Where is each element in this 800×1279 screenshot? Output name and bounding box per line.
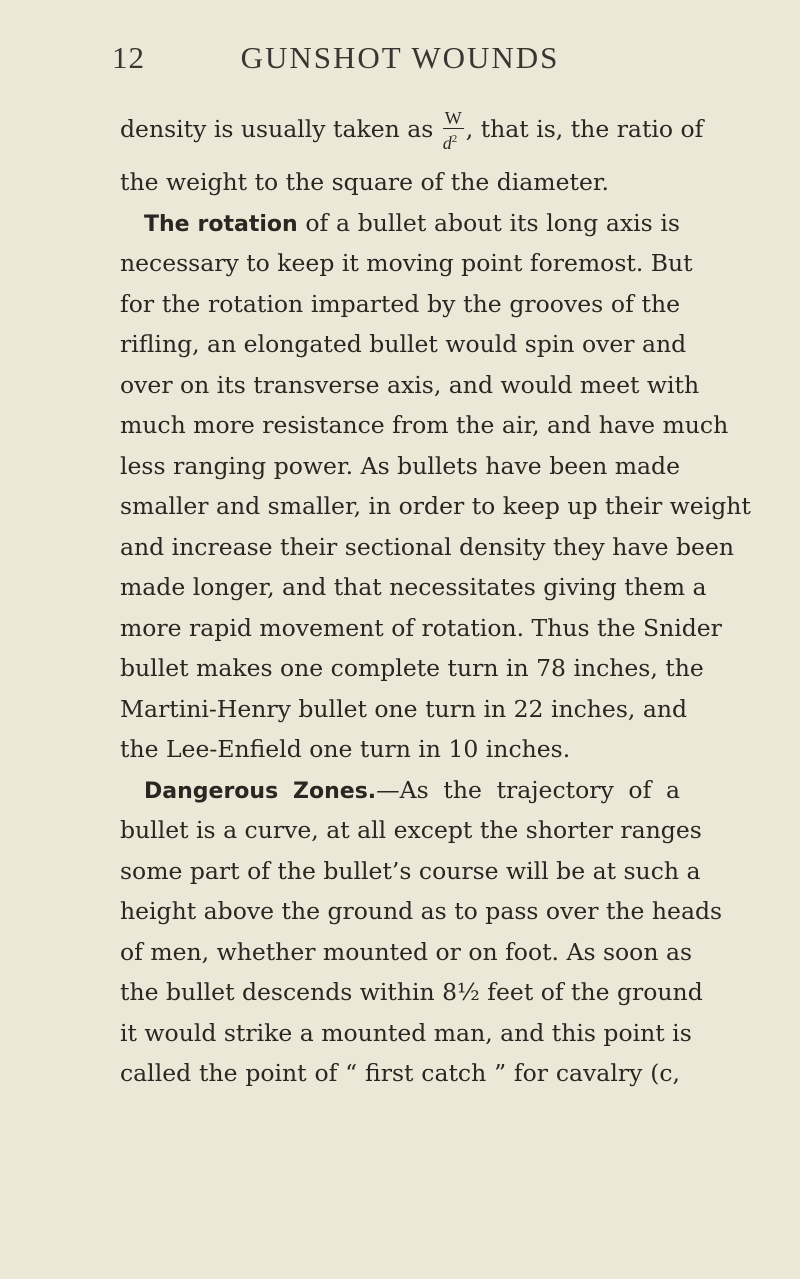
section-heading-dangerous-zones: Dangerous Zones. (144, 778, 377, 804)
text-line: over on its transverse axis, and would meet with (120, 370, 700, 399)
text-line: called the point of “ first catch ” for cavalry (c, (120, 1059, 680, 1087)
body-text (120, 96, 751, 1094)
text-line: and increase their sectional density they have been (120, 532, 735, 561)
text-line (120, 203, 680, 244)
text-line: height above the ground as to pass over the heads (120, 897, 723, 925)
text-line: the bullet descends within 8½ feet of the ground (120, 978, 703, 1006)
formula-numerator: W (444, 108, 462, 128)
formula-denominator (443, 129, 464, 153)
running-title: GUNSHOT WOUNDS (240, 40, 560, 75)
line-text: , that is, the ratio of (465, 115, 704, 143)
density-formula (443, 108, 464, 153)
line-text: —As the trajectory of a (376, 775, 680, 804)
denominator-exponent: 2 (451, 133, 458, 145)
text-line: for the rotation imparted by the grooves of the (120, 289, 680, 318)
line-text: density is usually taken as (120, 115, 434, 143)
text-line: bullet makes one complete turn in 78 inches, the (120, 654, 704, 682)
line-text: of a bullet about its long axis is (297, 208, 680, 237)
text-line: more rapid movement of rotation. Thus the Snider (120, 613, 722, 642)
text-line: the Lee-Enfield one turn in 10 inches. (120, 735, 571, 763)
text-line: bullet is a curve, at all except the shorter ranges (120, 816, 702, 844)
text-line: the weight to the square of the diameter. (120, 168, 609, 196)
text-line: made longer, and that necessitates giving them a (120, 573, 707, 601)
text-line: it would strike a mounted man, and this point is (120, 1018, 692, 1047)
denominator-base: d (442, 133, 452, 153)
running-head (112, 40, 688, 84)
text-line (120, 96, 704, 162)
text-line: some part of the bullet’s course will be at such a (120, 856, 701, 885)
text-line: much more resistance from the air, and have much (120, 411, 729, 439)
section-heading-rotation: The rotation (144, 211, 298, 237)
text-line: necessary to keep it moving point foremost. But (120, 249, 693, 277)
text-line: smaller and smaller, in order to keep up their weight (120, 492, 751, 520)
text-line: rifling, an elongated bullet would spin over and (120, 330, 687, 358)
text-line (120, 770, 680, 811)
text-line: of men, whether mounted or on foot. As soon as (120, 937, 693, 966)
text-line: less ranging power. As bullets have been made (120, 451, 680, 480)
text-line: Martini-Henry bullet one turn in 22 inches, and (120, 694, 688, 723)
page-number: 12 (112, 40, 145, 75)
